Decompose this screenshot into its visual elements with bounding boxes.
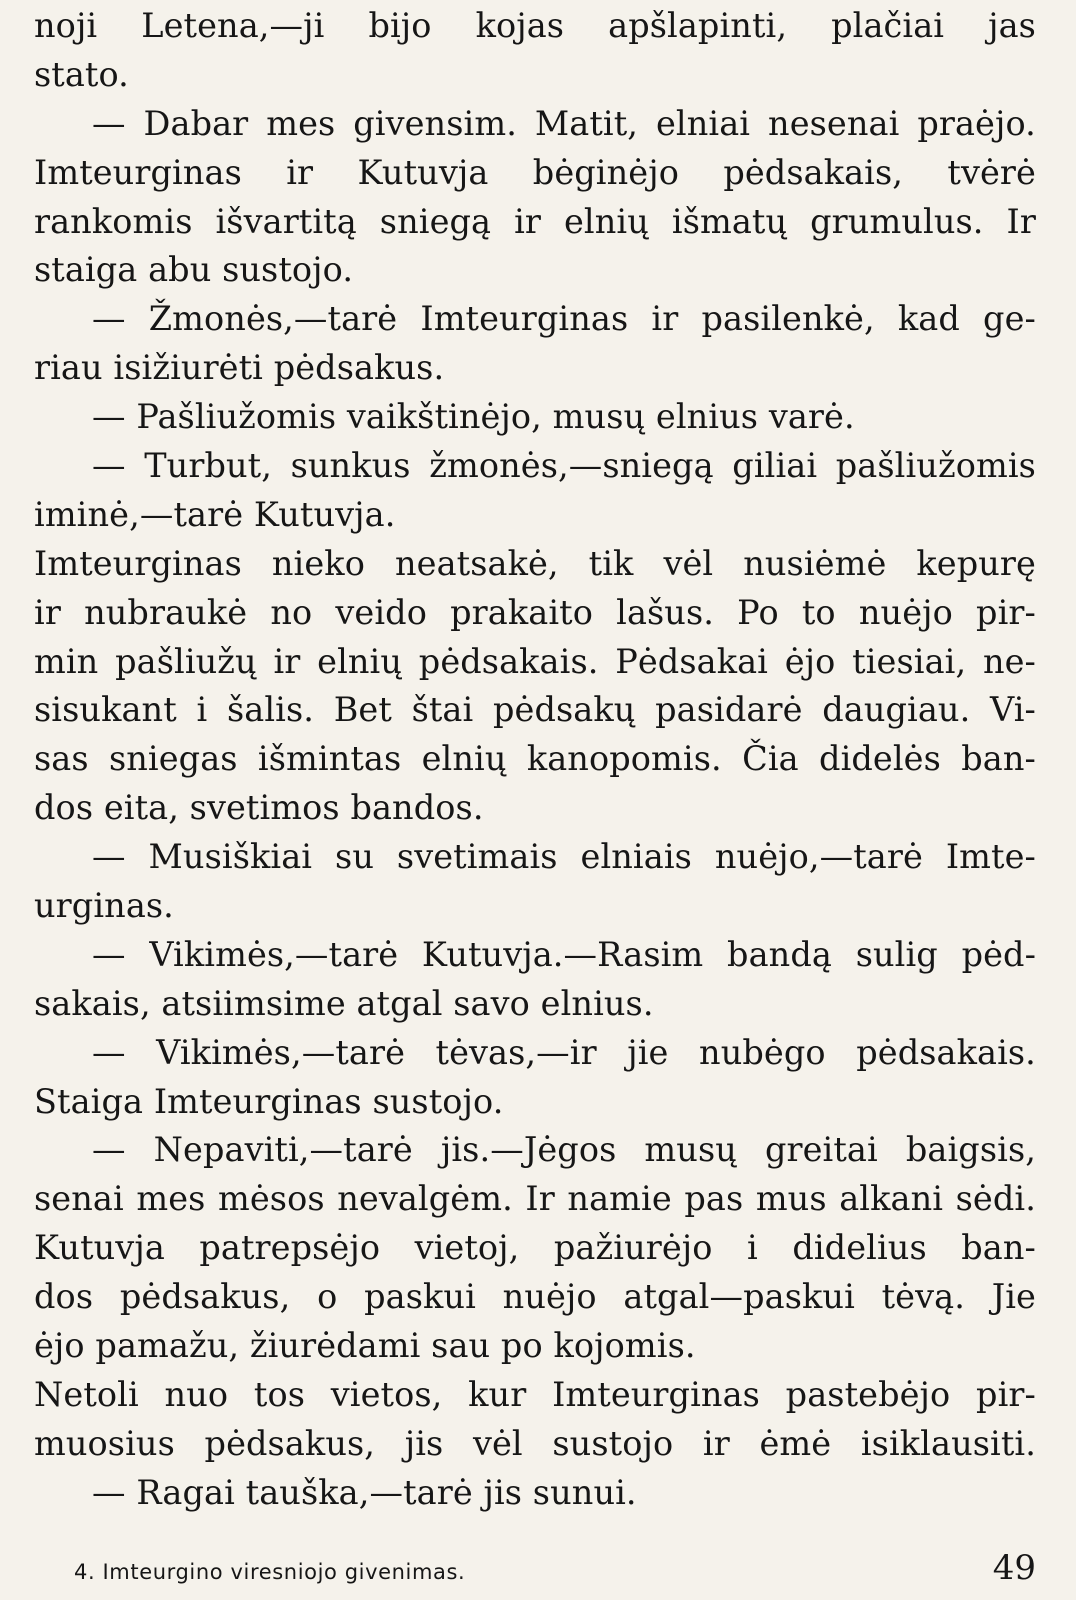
text-line: Imteurginas ir Kutuvja bėginėjo pėdsakais, tvėrė	[34, 152, 1036, 192]
chapter-footer-title: 4. Imteurgino viresniojo givenimas.	[74, 1560, 466, 1584]
text-line: stato.	[34, 54, 129, 94]
text-line: Imteurginas nieko neatsakė, tik vėl nusiėmė kepurę	[34, 543, 1036, 583]
text-line: — Žmonės,—tarė Imteurginas ir pasilenkė, kad ge-	[92, 299, 1036, 339]
body-text	[34, 2, 1036, 1518]
text-line: senai mes mėsos nevalgėm. Ir namie pas mus alkani sėdi.	[34, 1179, 1036, 1219]
text-line: noji Letena,—ji bijo kojas apšlapinti, plačiai jas	[34, 6, 1036, 45]
text-line: urginas.	[34, 886, 174, 926]
text-line: — Turbut, sunkus žmonės,—sniegą giliai pašliužomis	[92, 446, 1036, 486]
text-line: Netoli nuo tos vietos, kur Imteurginas pastebėjo pir-	[34, 1374, 1036, 1414]
text-line: min pašliužų ir elnių pėdsakais. Pėdsakai ėjo tiesiai, ne-	[34, 641, 1036, 681]
text-line: riau isižiurėti pėdsakus.	[34, 348, 445, 388]
text-line: dos eita, svetimos bandos.	[34, 788, 484, 828]
text-line: muosius pėdsakus, jis vėl sustojo ir ėmė isiklausiti.	[34, 1423, 1036, 1463]
text-line: sakais, atsiimsime atgal savo elnius.	[34, 983, 654, 1023]
text-line: — Musiškiai su svetimais elniais nuėjo,—tarė Imte-	[92, 837, 1036, 877]
text-line: sisukant i šalis. Bet štai pėdsakų pasidarė daugiau. Vi-	[34, 690, 1036, 730]
text-line: ir nubraukė no veido prakaito lašus. Po to nuėjo pir-	[34, 592, 1036, 632]
text-line: rankomis išvartitą sniegą ir elnių išmatų grumulus. Ir	[34, 201, 1036, 241]
text-line: — Dabar mes givensim. Matit, elniai nesenai praėjo.	[92, 103, 1036, 143]
text-line: ėjo pamažu, žiurėdami sau po kojomis.	[34, 1326, 696, 1366]
text-line: — Pašliužomis vaikštinėjo, musų elnius varė.	[92, 397, 855, 437]
text-line: iminė,—tarė Kutuvja.	[34, 494, 396, 534]
text-line: staiga abu sustojo.	[34, 250, 354, 290]
text-line: — Vikimės,—tarė Kutuvja.—Rasim bandą sulig pėd-	[92, 934, 1036, 974]
text-line: Staiga Imteurginas sustojo.	[34, 1081, 504, 1121]
text-line: — Nepaviti,—tarė jis.—Jėgos musų greitai baigsis,	[92, 1130, 1036, 1170]
text-line: dos pėdsakus, o paskui nuėjo atgal—paskui tėvą. Jie	[34, 1277, 1036, 1317]
text-line: Kutuvja patrepsėjo vietoj, pažiurėjo i didelius ban-	[34, 1228, 1036, 1268]
page-footer	[74, 1544, 1036, 1588]
page-number: 49	[992, 1548, 1036, 1588]
text-line: — Ragai tauška,—tarė jis sunui.	[92, 1472, 637, 1512]
text-line: sas sniegas išmintas elnių kanopomis. Čia didelės ban-	[34, 739, 1036, 779]
text-line: — Vikimės,—tarė tėvas,—ir jie nubėgo pėdsakais.	[92, 1032, 1036, 1072]
